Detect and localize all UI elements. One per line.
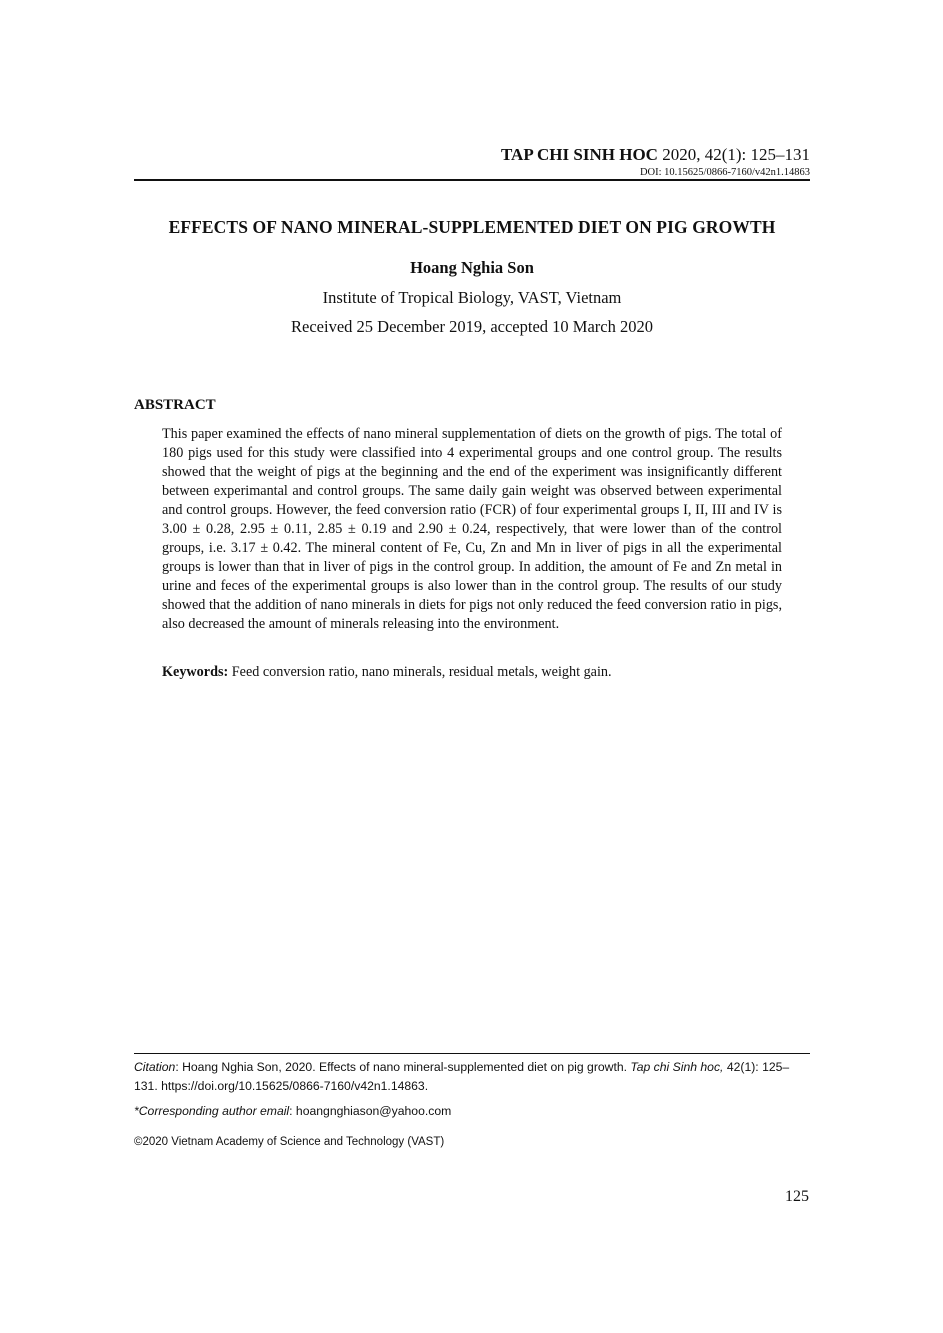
page-number: 125 bbox=[785, 1188, 809, 1205]
email-address[interactable]: : hoangnghiason@yahoo.com bbox=[289, 1104, 452, 1118]
citation-label: Citation bbox=[134, 1060, 176, 1074]
keywords bbox=[162, 663, 782, 681]
copyright: ©2020 Vietnam Academy of Science and Technology (VAST) bbox=[134, 1136, 445, 1148]
journal-header bbox=[134, 145, 810, 179]
footer-divider bbox=[134, 1053, 810, 1054]
citation-journal: Tap chi Sinh hoc, bbox=[630, 1060, 724, 1074]
citation-text: : Hoang Nghia Son, 2020. Effects of nano mineral-supplemented diet on pig growth. bbox=[175, 1060, 631, 1074]
author-affiliation: Institute of Tropical Biology, VAST, Vietnam bbox=[322, 288, 622, 307]
journal-citation-line bbox=[134, 145, 810, 165]
journal-name: TAP CHI SINH HOC bbox=[500, 145, 658, 164]
citation-rest[interactable]: 42(1): 125–131. https://doi.org/10.15625/0866-7160/v42n1.14863. bbox=[134, 1060, 790, 1093]
article-title: EFFECTS OF NANO MINERAL-SUPPLEMENTED DIET ON PIG GROWTH bbox=[168, 217, 776, 237]
author-name: Hoang Nghia Son bbox=[410, 258, 534, 277]
header-divider bbox=[134, 179, 810, 181]
doi[interactable]: DOI: 10.15625/0866-7160/v42n1.14863 bbox=[639, 167, 810, 178]
journal-issue: 2020, 42(1): 125–131 bbox=[662, 145, 810, 164]
abstract-body: This paper examined the effects of nano mineral supplementation of diets on the growth of pigs. The total of 180 pigs used for this study were classified into 4 experimental groups and one control group. The results showed that the weight of pigs at the beginning and the end of the experiment was insignificantly different between experimantal and control groups. The same daily gain weight was observed between experimental and control groups. However, the feed conversion ratio (FCR) of four experimental groups I, II, III and IV is 3.00 ± 0.28, 2.95 ± 0.11, 2.85 ± 0.19 and 2.90 ± 0.24, respectively, that were lower than of the control groups, i.e. 3.17 ± 0.42. The mineral content of Fe, Cu, Zn and Mn in liver of pigs in all the experimental groups is lower than that in liver of pigs in the control group. In addition, the amount of Fe and Zn metal in urine and feces of the experimental groups is also lower than in the control group. The results of our study showed that the addition of nano minerals in diets for pigs not only reduced the feed conversion ratio in pigs, also decreased the amount of minerals releasing into the environment. bbox=[162, 426, 782, 632]
keywords-label: Keywords: bbox=[162, 664, 229, 680]
citation bbox=[134, 1058, 810, 1096]
corresponding-email bbox=[134, 1104, 810, 1118]
email-label: *Corresponding author email bbox=[134, 1104, 290, 1118]
abstract-heading: ABSTRACT bbox=[134, 397, 216, 413]
received-date: Received 25 December 2019, accepted 10 March 2020 bbox=[291, 317, 653, 336]
keywords-text: Feed conversion ratio, nano minerals, residual metals, weight gain. bbox=[231, 664, 612, 680]
